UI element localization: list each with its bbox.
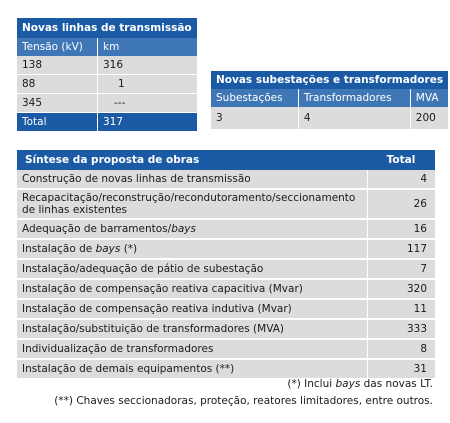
row-value: 11 [367, 300, 435, 320]
footnote-bays [287, 378, 433, 390]
table-cell: --- [97, 94, 197, 113]
row-label [17, 220, 367, 240]
table-row [17, 56, 197, 75]
table-row [17, 300, 435, 320]
table-row [17, 280, 435, 300]
row-label: Instalação de demais equipamentos (**) [17, 360, 367, 380]
footnote-text: das novas LT. [360, 378, 433, 390]
column-header: km [97, 38, 197, 56]
row-label: Instalação/adequação de pátio de subestação [17, 260, 367, 280]
row-value: 16 [367, 220, 435, 240]
table-cell: 1 [97, 75, 197, 94]
row-label: Recapacitação/reconstrução/recondutoramento/seccionamento de linhas existentes [17, 190, 367, 220]
table-row [211, 107, 448, 130]
column-header: Subestações [216, 92, 283, 104]
row-label: Construção de novas linhas de transmissão [17, 170, 367, 190]
table-row [17, 240, 435, 260]
row-value: 8 [367, 340, 435, 360]
table-cell: 345 [17, 94, 97, 113]
table-cell: 138 [17, 56, 97, 75]
row-label: Instalação/substituição de transformadores (MVA) [17, 320, 367, 340]
label-text: Adequação de barramentos/ [22, 223, 172, 235]
column-header: Transformadores [298, 89, 410, 107]
table-cell: 200 [410, 107, 448, 130]
works-summary-table [17, 150, 435, 380]
substations-table [211, 71, 448, 130]
column-header: MVA [410, 89, 448, 107]
column-header-total: Total [386, 154, 416, 166]
table-cell: 88 [17, 75, 97, 94]
table-row [17, 170, 435, 190]
row-label: Instalação de compensação reativa indutiva (Mvar) [17, 300, 367, 320]
footnote-equipment: (**) Chaves seccionadoras, proteção, reatores limitadores, entre outros. [54, 395, 433, 407]
table-row [17, 260, 435, 280]
row-value: 4 [367, 170, 435, 190]
footnote-italic: bays [335, 378, 361, 390]
column-header: Tensão (kV) [22, 41, 83, 53]
total-row [17, 113, 197, 131]
transmission-lines-table [17, 18, 197, 131]
total-label: Total [17, 113, 97, 131]
row-value: 7 [367, 260, 435, 280]
table-row [17, 190, 435, 220]
row-value: 31 [367, 360, 435, 380]
table-cell: 4 [298, 107, 410, 130]
row-label [17, 240, 367, 260]
table-row [17, 75, 197, 94]
row-value: 26 [367, 190, 435, 220]
table-row [17, 220, 435, 240]
table-cell: 316 [97, 56, 197, 75]
row-value: 320 [367, 280, 435, 300]
table-cell: 3 [211, 107, 298, 130]
row-value: 117 [367, 240, 435, 260]
footnote-text: (*) Inclui [287, 378, 336, 390]
row-label: Instalação de compensação reativa capacitiva (Mvar) [17, 280, 367, 300]
label-italic: bays [95, 243, 121, 255]
table-title: Novas subestações e transformadores [216, 74, 444, 86]
label-italic: bays [171, 223, 196, 235]
row-value: 333 [367, 320, 435, 340]
table-row [17, 320, 435, 340]
label-text: Instalação de [22, 243, 96, 255]
label-suffix: (*) [120, 243, 138, 255]
table-row [17, 94, 197, 113]
table-row [17, 340, 435, 360]
table-title: Síntese da proposta de obras [25, 154, 200, 166]
table-title: Novas linhas de transmissão [22, 22, 192, 34]
total-value: 317 [97, 113, 197, 131]
row-label: Individualização de transformadores [17, 340, 367, 360]
table-row [17, 360, 435, 380]
